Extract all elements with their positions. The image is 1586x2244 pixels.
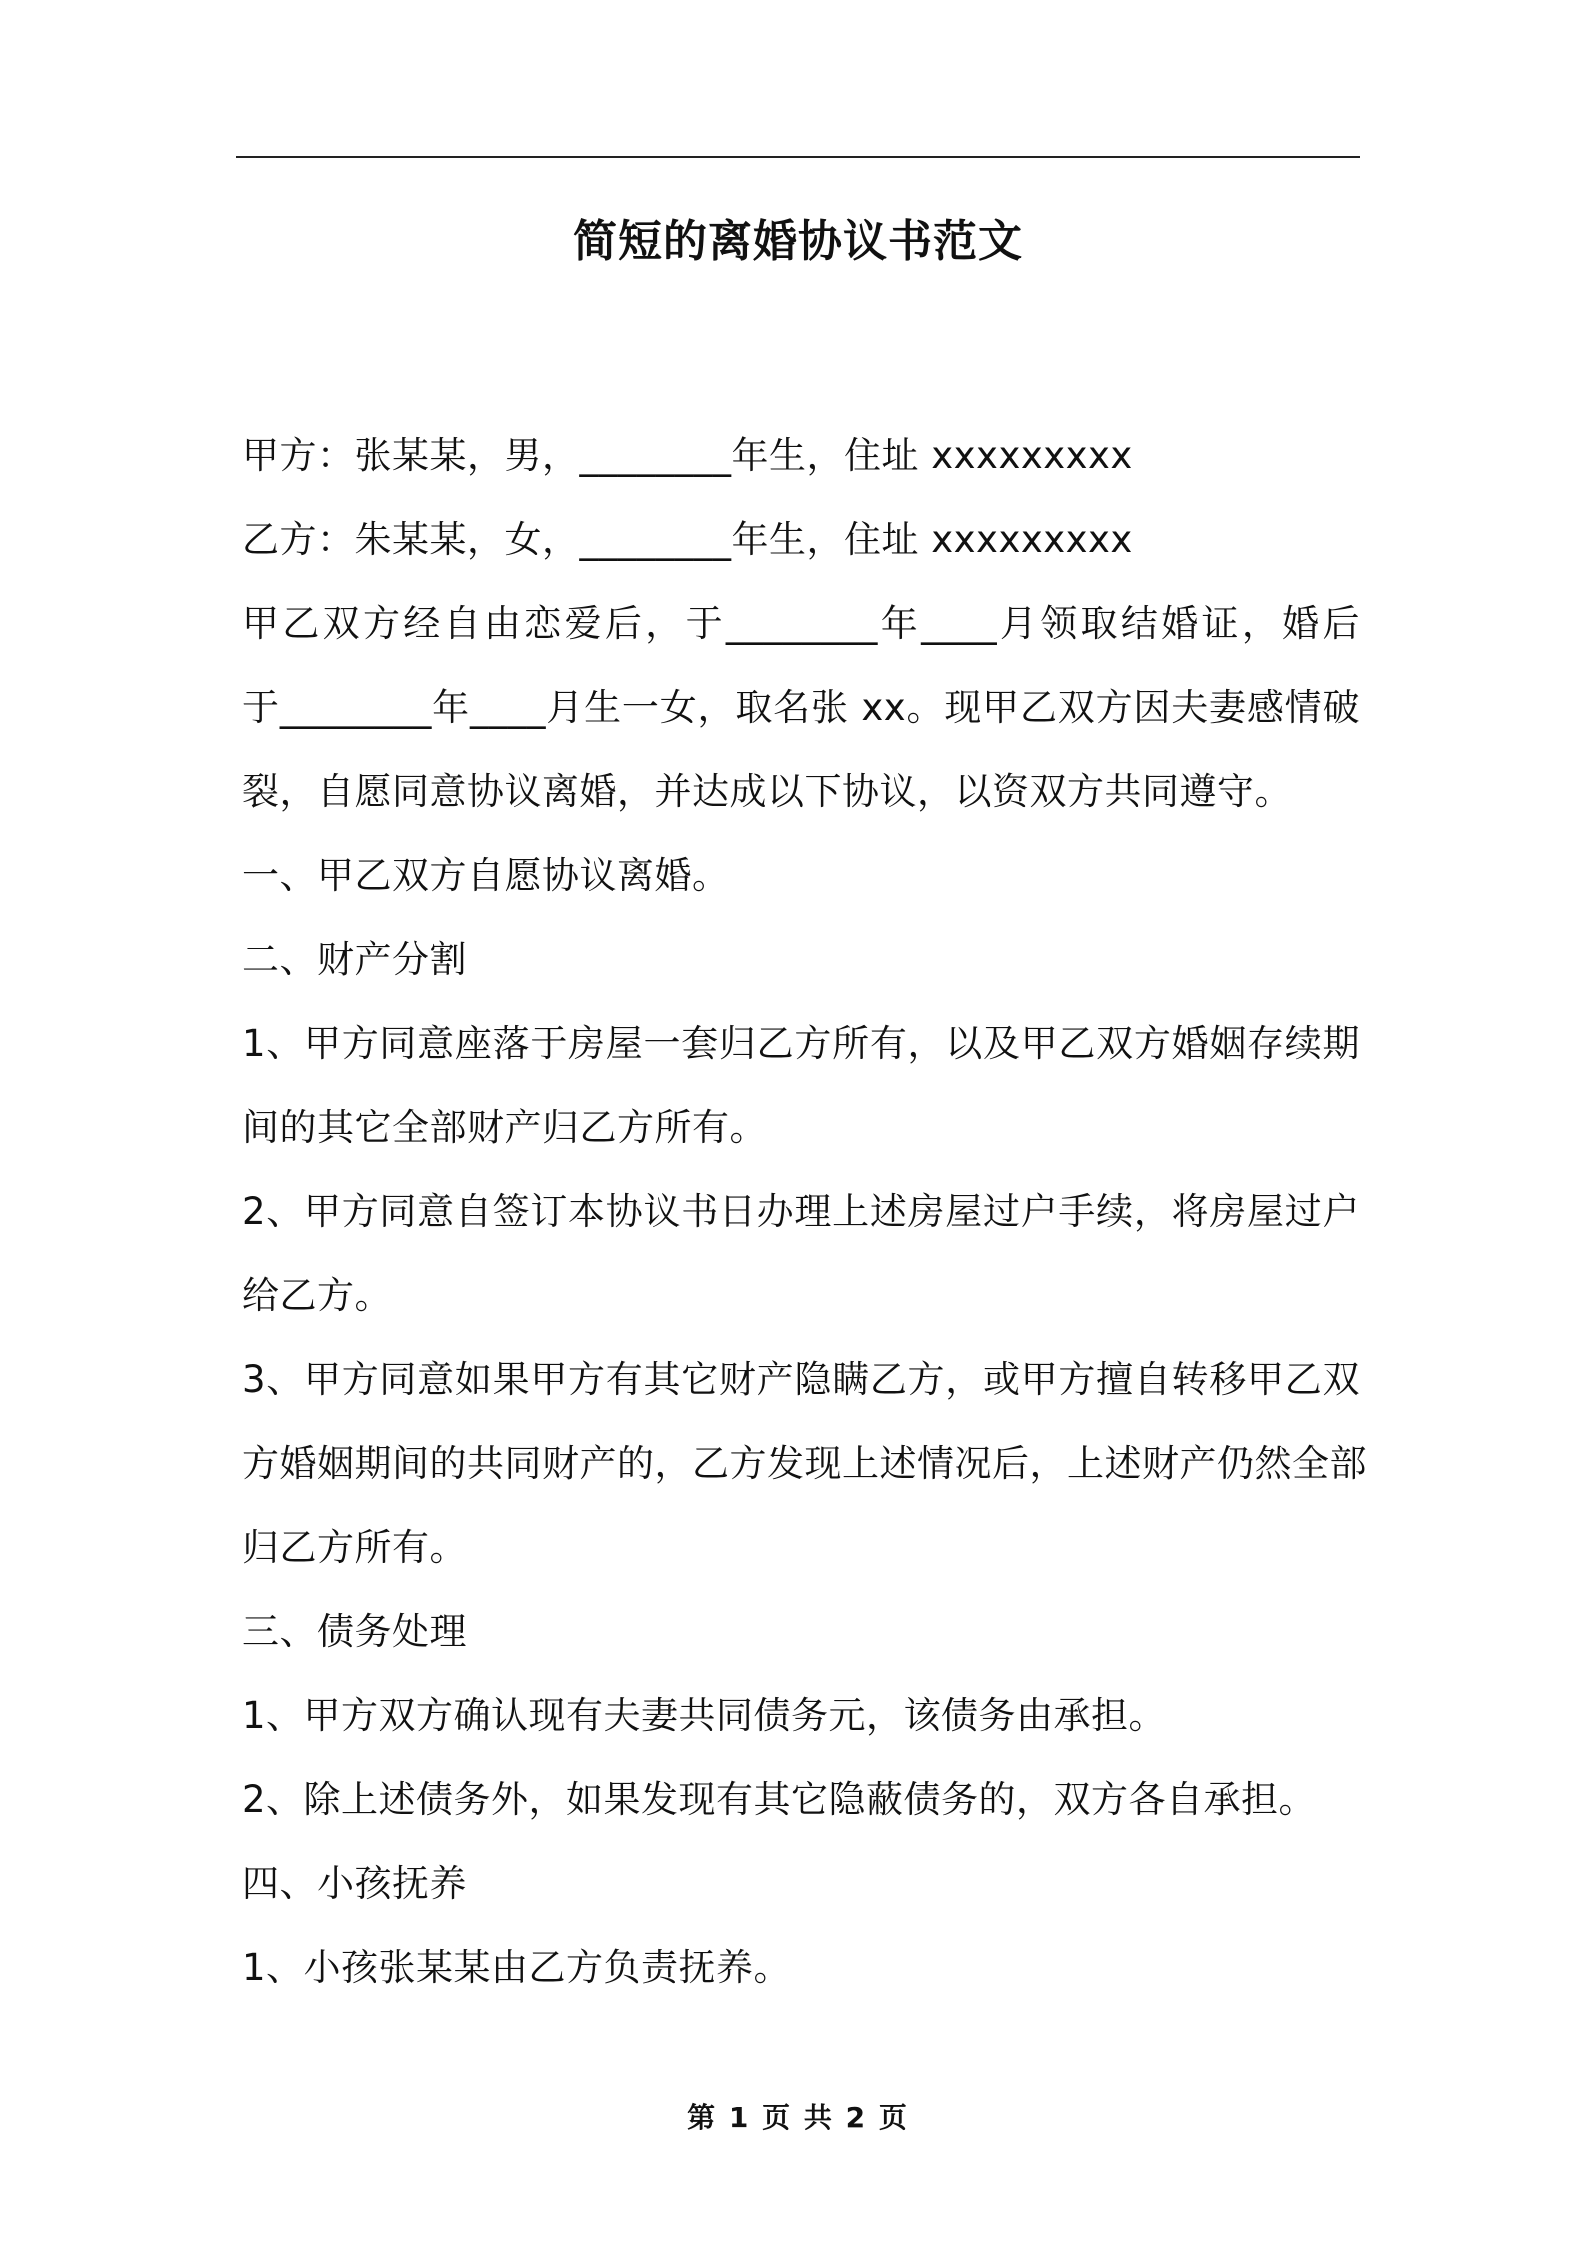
clause-line: 1、甲方双方确认现有夫妻共同债务元，该债务由承担。 xyxy=(242,1694,1167,1737)
clause-line: 2、除上述债务外，如果发现有其它隐蔽债务的，双方各自承担。 xyxy=(242,1778,1317,1821)
clause-line: 1、甲方同意座落于房屋一套归乙方所有，以及甲乙双方婚姻存续期 xyxy=(242,1022,1360,1065)
party-b-line: 乙方：朱某某，女，________年生，住址 xxxxxxxxx xyxy=(242,518,1133,561)
clause-line: 间的其它全部财产归乙方所有。 xyxy=(242,1106,767,1149)
header-rule xyxy=(236,156,1360,158)
preamble-line: 于________年____月生一女，取名张 xx。现甲乙双方因夫妻感情破 xyxy=(242,686,1360,729)
clause-line: 3、甲方同意如果甲方有其它财产隐瞒乙方，或甲方擅自转移甲乙双 xyxy=(242,1358,1360,1401)
party-a-line: 甲方：张某某，男，________年生，住址 xxxxxxxxx xyxy=(242,434,1133,477)
document-title: 简短的离婚协议书范文 xyxy=(573,216,1023,267)
section-heading: 一、甲乙双方自愿协议离婚。 xyxy=(242,854,730,897)
clause-line: 给乙方。 xyxy=(242,1274,392,1317)
clause-line: 归乙方所有。 xyxy=(242,1526,467,1569)
clause-line: 2、甲方同意自签订本协议书日办理上述房屋过户手续，将房屋过户 xyxy=(242,1190,1360,1233)
clause-line: 方婚姻期间的共同财产的，乙方发现上述情况后，上述财产仍然全部 xyxy=(242,1442,1367,1485)
preamble-line: 甲乙双方经自由恋爱后，于________年____月领取结婚证，婚后 xyxy=(242,602,1360,645)
section-heading: 二、财产分割 xyxy=(242,938,467,981)
preamble-line: 裂，自愿同意协议离婚，并达成以下协议，以资双方共同遵守。 xyxy=(242,770,1292,813)
clause-line: 1、小孩张某某由乙方负责抚养。 xyxy=(242,1946,792,1989)
section-heading: 四、小孩抚养 xyxy=(242,1862,467,1905)
page-number-footer: 第 1 页 共 2 页 xyxy=(687,2101,909,2134)
section-heading: 三、债务处理 xyxy=(242,1610,467,1653)
document-body xyxy=(242,414,1367,2010)
